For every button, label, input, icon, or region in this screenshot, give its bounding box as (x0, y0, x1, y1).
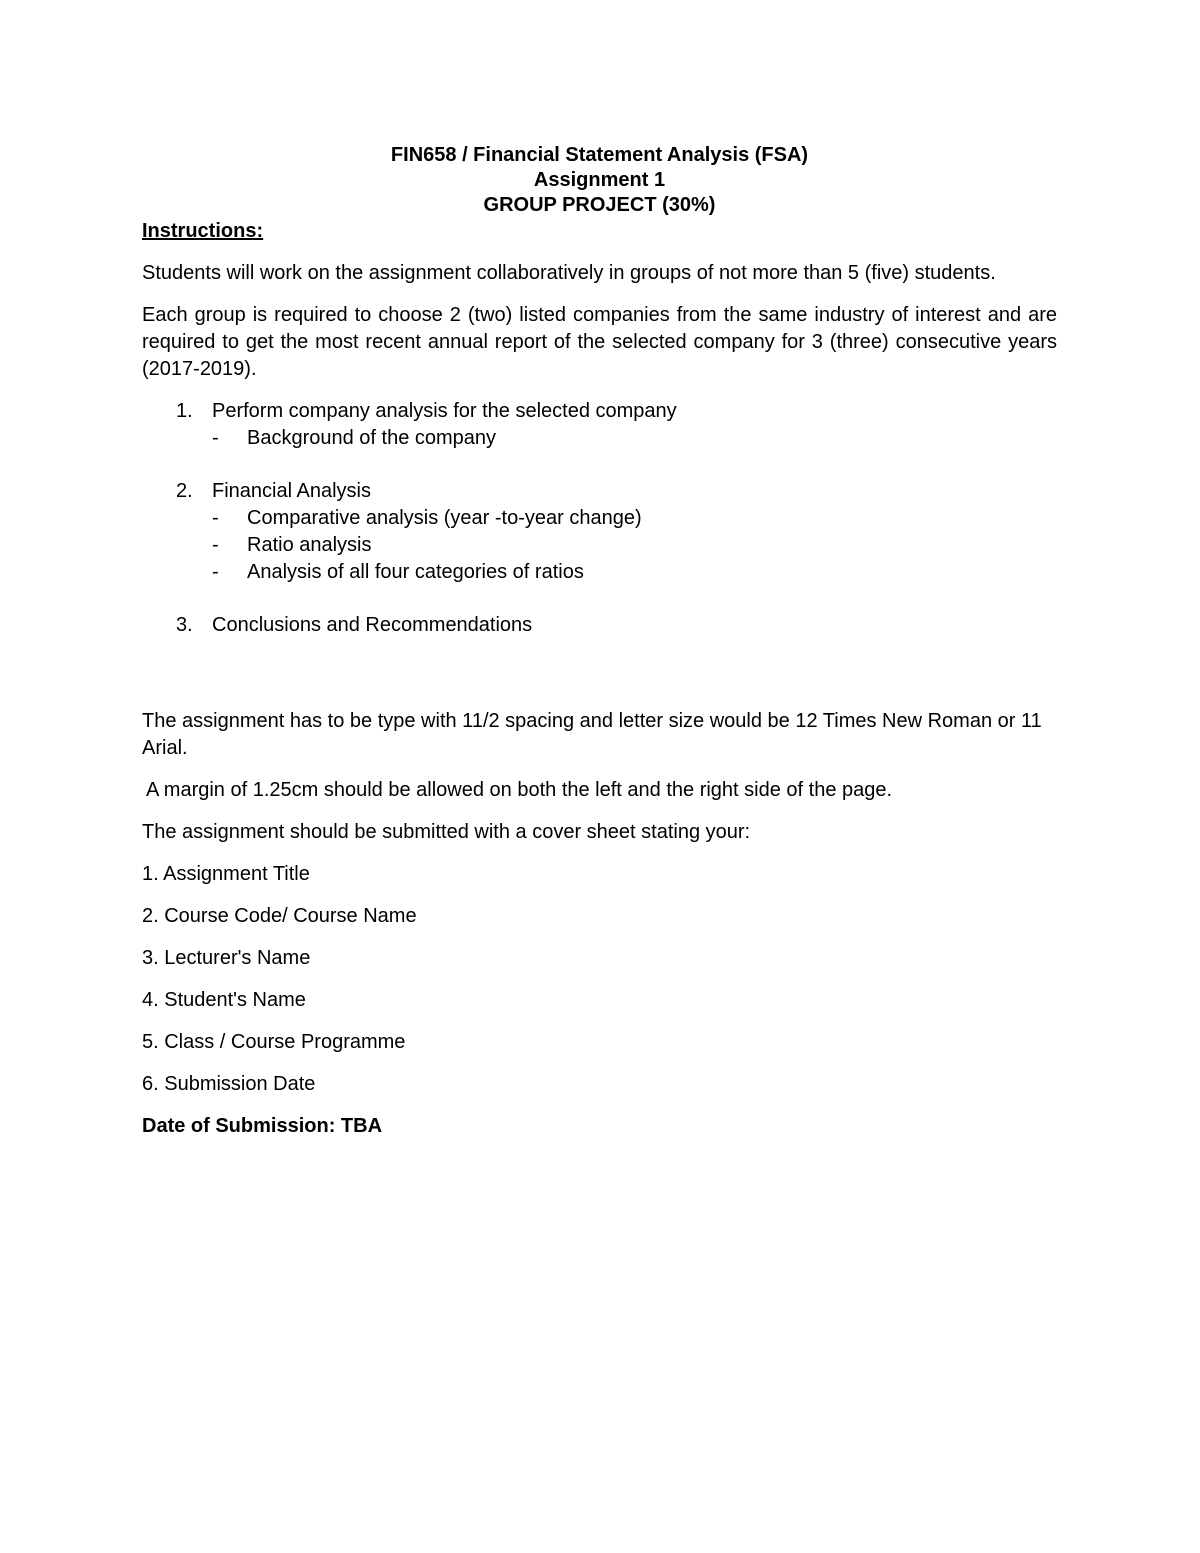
cover-sheet-item: 1. Assignment Title (142, 863, 310, 885)
assignment-number: Assignment 1 (533, 169, 666, 191)
instructions-heading: Instructions: (142, 220, 264, 242)
cover-sheet-item: 6. Submission Date (142, 1073, 316, 1095)
cover-sheet-item: 4. Student's Name (142, 989, 306, 1011)
course-title: FIN658 / Financial Statement Analysis (FSA) (390, 144, 809, 166)
subtask-item (142, 505, 1057, 532)
task-label: Conclusions and Recommendations (212, 614, 533, 636)
task-list (142, 398, 1057, 639)
cover-sheet-item: 2. Course Code/ Course Name (142, 905, 417, 927)
task-item (142, 478, 1057, 586)
task-label: Perform company analysis for the selected company (212, 400, 677, 422)
subtask-item (142, 532, 1057, 559)
margin-paragraph: A margin of 1.25cm should be allowed on both the left and the right side of the page. (146, 779, 893, 801)
submission-date: Date of Submission: TBA (142, 1115, 383, 1137)
dash-marker: - (212, 534, 219, 556)
company-selection-paragraph: Each group is required to choose 2 (two) listed companies from the same industry of interest and are required to get the most recent annual report of the selected company for 3 (three) consecutive years (2017-2019). (142, 304, 1057, 380)
task-item (142, 612, 1057, 639)
task-number: 3. (176, 614, 193, 636)
subtask-item (142, 559, 1057, 586)
dash-marker: - (212, 427, 219, 449)
cover-sheet-item: 5. Class / Course Programme (142, 1031, 406, 1053)
project-weight: GROUP PROJECT (30%) (483, 194, 716, 216)
task-label: Financial Analysis (212, 480, 371, 502)
task-item (142, 398, 1057, 452)
subtask-label: Comparative analysis (year -to-year change) (247, 507, 642, 529)
document-title (142, 143, 1057, 218)
subtask-label: Ratio analysis (247, 534, 372, 556)
task-heading (142, 398, 1057, 425)
dash-marker: - (212, 507, 219, 529)
dash-marker: - (212, 561, 219, 583)
task-heading (142, 478, 1057, 505)
task-number: 1. (176, 400, 193, 422)
subtask-label: Background of the company (247, 427, 497, 449)
subtask-item (142, 425, 1057, 452)
document-body (142, 143, 1057, 1140)
task-number: 2. (176, 480, 193, 502)
cover-sheet-list (142, 861, 1057, 1098)
subtask-label: Analysis of all four categories of ratios (247, 561, 584, 583)
formatting-paragraph: The assignment has to be type with 11/2 spacing and letter size would be 12 Times New Roman or 11 Arial. (142, 710, 1042, 759)
cover-sheet-item: 3. Lecturer's Name (142, 947, 311, 969)
group-size-paragraph: Students will work on the assignment collaboratively in groups of not more than 5 (five) students. (142, 262, 996, 284)
cover-sheet-paragraph: The assignment should be submitted with a cover sheet stating your: (142, 821, 751, 843)
task-heading (142, 612, 1057, 639)
